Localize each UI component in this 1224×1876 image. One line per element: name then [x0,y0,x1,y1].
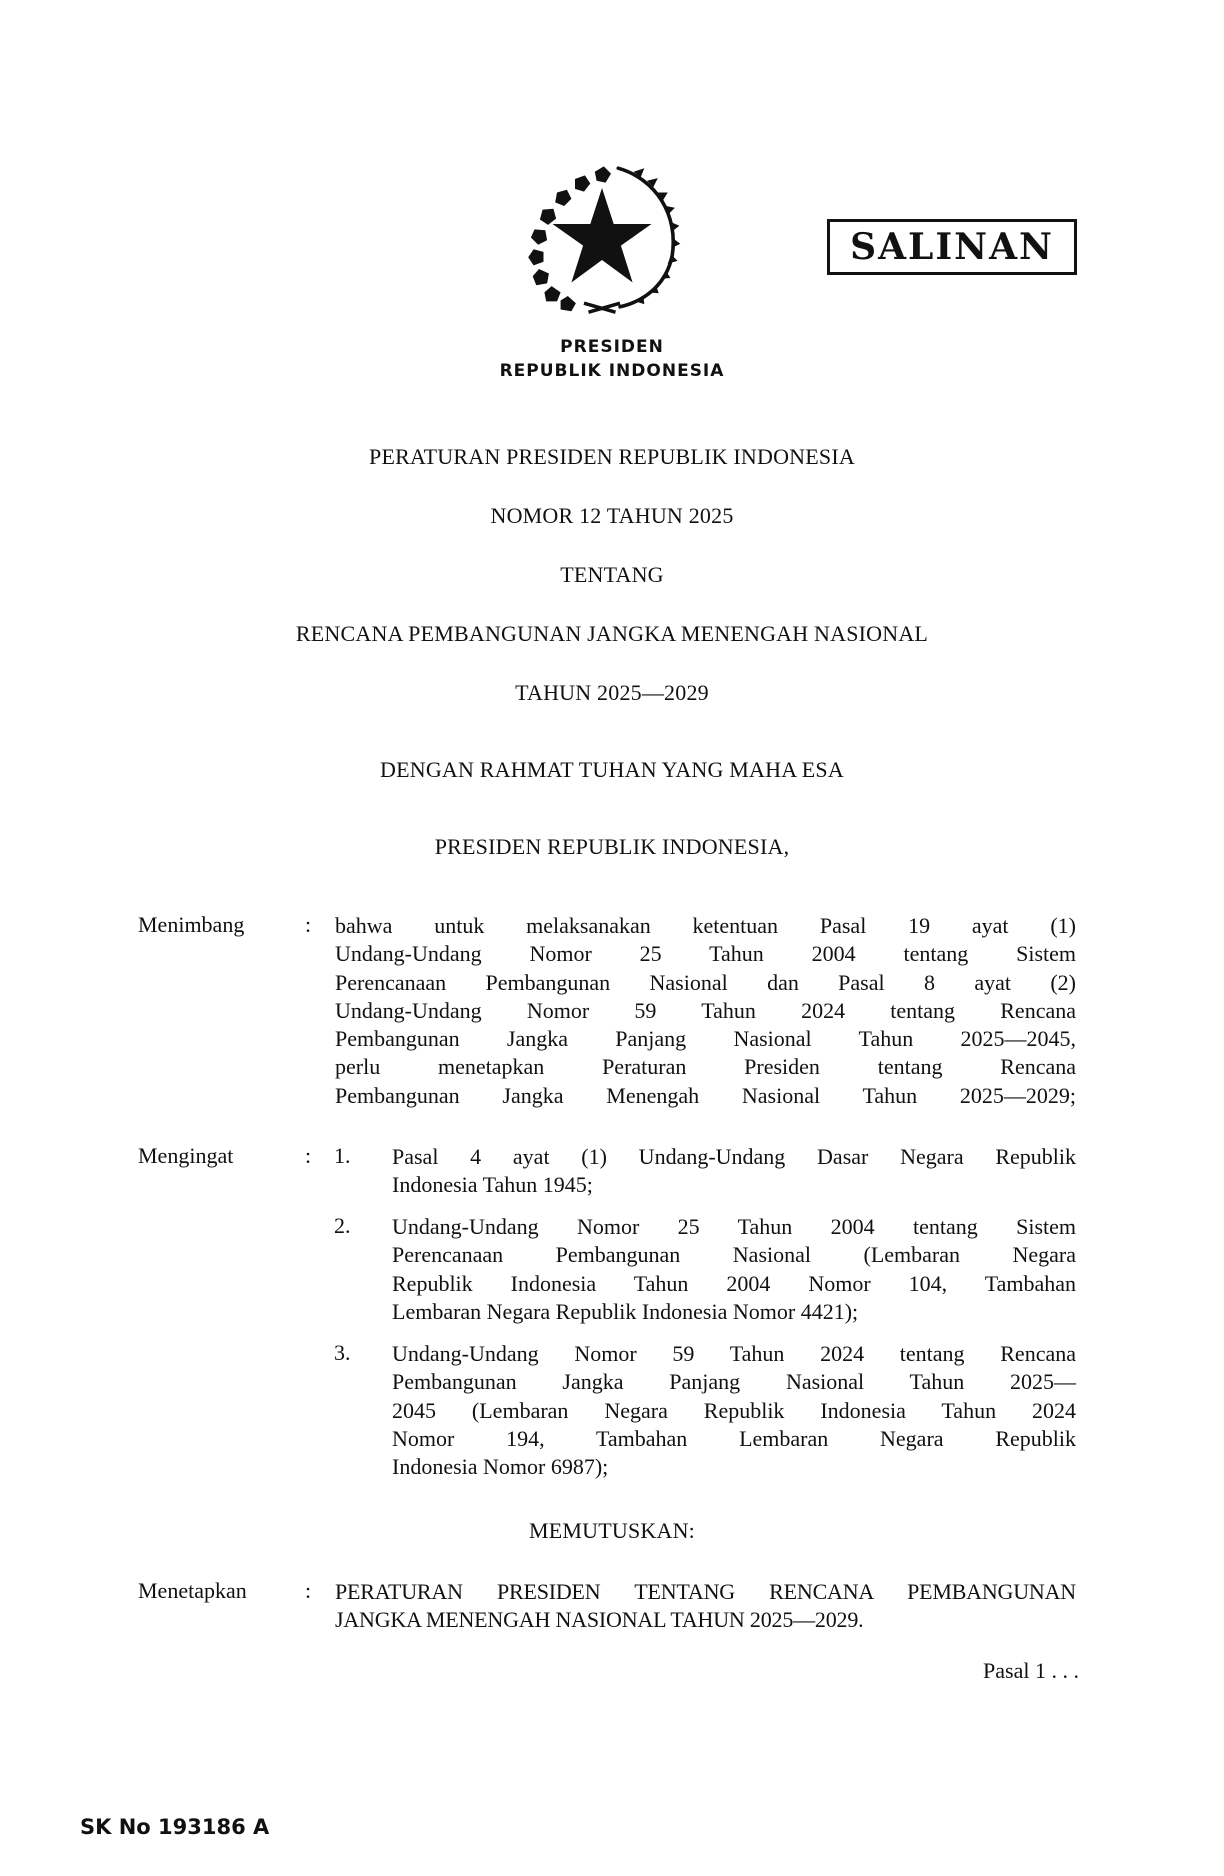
issuer-line-republik: REPUBLIK INDONESIA [499,361,725,381]
text-line: Indonesia Tahun 1945; [392,1172,593,1198]
enacting-authority: PRESIDEN REPUBLIK INDONESIA, [434,834,790,859]
text-line: Undang-Undang Nomor 25 Tahun 2004 tentang Sistem [335,941,1076,967]
mengingat-item-3 [392,1340,1076,1481]
text-line: Undang-Undang Nomor 59 Tahun 2024 tentang Rencana [392,1341,1076,1366]
mengingat-item-number: 1. [334,1143,351,1168]
text-line: Undang-Undang Nomor 59 Tahun 2024 tentang Rencana [335,997,1076,1023]
text-line: Lembaran Negara Republik Indonesia Nomor 4421); [392,1298,859,1324]
regulation-number: NOMOR 12 TAHUN 2025 [490,503,734,528]
tentang-heading: TENTANG [560,562,664,587]
menimbang-colon: : [305,912,312,937]
continuation-marker: Pasal 1 . . . [983,1658,1079,1683]
mengingat-item-2 [392,1213,1076,1326]
text-line: 2045 (Lembaran Negara Republik Indonesia Tahun 2024 [392,1397,1076,1423]
text-line: Undang-Undang Nomor 25 Tahun 2004 tentang Sistem [392,1214,1076,1239]
mengingat-label: Mengingat [138,1143,234,1168]
text-line: JANGKA MENENGAH NASIONAL TAHUN 2025—2029. [335,1607,864,1633]
text-line: Pembangunan Jangka Menengah Nasional Tahun 2025—2029; [335,1082,1076,1108]
text-line: perlu menetapkan Peraturan Presiden tentang Rencana [335,1054,1076,1080]
text-line: Perencanaan Pembangunan Nasional (Lembaran Negara [392,1242,1076,1268]
mengingat-item-number: 3. [334,1340,351,1365]
text-line: PERATURAN PRESIDEN TENTANG RENCANA PEMBANGUNAN [335,1579,1076,1604]
menetapkan-text [335,1578,1076,1635]
text-line: Republik Indonesia Tahun 2004 Nomor 104, Tambahan [392,1270,1076,1296]
menetapkan-colon: : [305,1578,312,1603]
text-line: Pembangunan Jangka Panjang Nasional Tahun 2025—2045, [335,1026,1076,1052]
text-line: Indonesia Nomor 6987); [392,1454,609,1480]
regulation-subject: RENCANA PEMBANGUNAN JANGKA MENENGAH NASIONAL [295,621,929,646]
salinan-stamp: SALINAN [827,219,1077,275]
invocation: DENGAN RAHMAT TUHAN YANG MAHA ESA [380,757,844,782]
menimbang-text [335,912,1076,1110]
text-line: Pasal 4 ayat (1) Undang-Undang Dasar Negara Republik [392,1144,1076,1169]
text-line: bahwa untuk melaksanakan ketentuan Pasal 19 ayat (1) [335,913,1076,938]
regulation-type: PERATURAN PRESIDEN REPUBLIK INDONESIA [369,444,855,469]
sk-number: SK No 193186 A [80,1815,270,1839]
text-line: Pembangunan Jangka Panjang Nasional Tahun 2025— [392,1369,1076,1395]
menimbang-label: Menimbang [138,912,245,937]
menetapkan-label: Menetapkan [138,1578,247,1603]
presidential-emblem-icon [512,148,692,318]
memutuskan-heading: MEMUTUSKAN: [529,1518,695,1543]
mengingat-item-number: 2. [334,1213,351,1238]
mengingat-item-1 [392,1143,1076,1200]
regulation-period: TAHUN 2025—2029 [515,680,709,705]
text-line: Perencanaan Pembangunan Nasional dan Pasal 8 ayat (2) [335,969,1076,995]
mengingat-colon: : [305,1143,312,1168]
text-line: Nomor 194, Tambahan Lembaran Negara Republik [392,1425,1076,1451]
issuer-line-presiden: PRESIDEN [560,337,664,357]
